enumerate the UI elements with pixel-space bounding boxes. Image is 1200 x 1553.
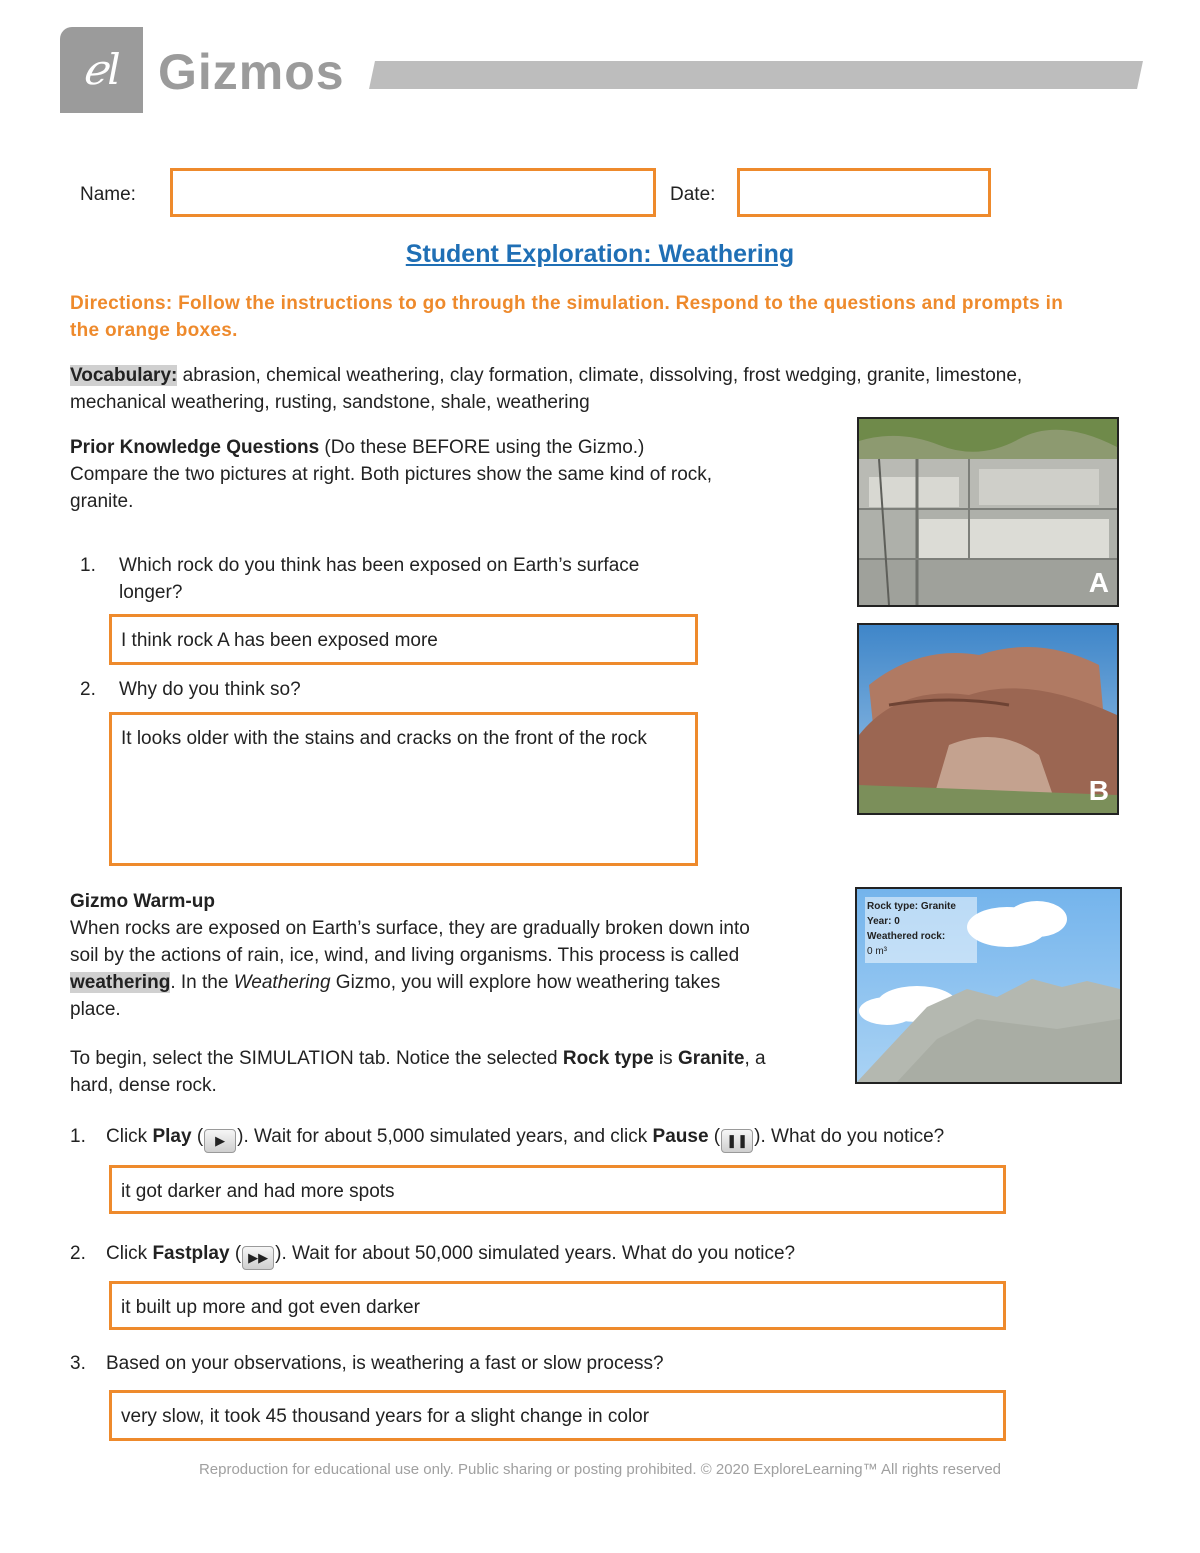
warmup-answer-2[interactable]: it built up more and got even darker: [109, 1281, 1006, 1330]
weathering-term: weathering: [70, 972, 171, 993]
warmup-text: When rocks are exposed on Earth’s surface, they are gradually broken down into soil by the actions of rain, ice, wind, and living organisms. This process is called: [70, 918, 750, 966]
vocabulary: [70, 362, 1080, 416]
pause-icon: ❚❚: [721, 1129, 753, 1153]
photo-b-label: B: [1088, 775, 1109, 806]
logo-glyph: ℯl: [82, 45, 121, 94]
warmup-text: Gizmo, you will explore how weathering takes place.: [70, 972, 721, 1020]
date-field[interactable]: [737, 168, 991, 217]
warmup-q1-text: [106, 1123, 1106, 1153]
pause-term: Pause: [652, 1126, 709, 1147]
name-label: Name:: [80, 184, 136, 205]
prior-q2-number: 2.: [80, 679, 96, 700]
prior-heading: Prior Knowledge Questions: [70, 437, 320, 458]
warmup-text: is: [653, 1048, 678, 1069]
sim-rock-type: Rock type: Granite: [867, 901, 956, 912]
warmup-text: Click: [106, 1243, 153, 1264]
photo-b-image: [859, 625, 1117, 813]
warmup-text: ). Wait for about 50,000 simulated years. What do you notice?: [275, 1243, 796, 1264]
name-field[interactable]: [170, 168, 656, 217]
directions: Directions: Follow the instructions to go through the simulation. Respond to the questions and prompts in the orange boxes.: [70, 293, 1064, 341]
footer-copyright: Reproduction for educational use only. Public sharing or posting prohibited. © 2020 ExploreLearning™ All rights reserved: [198, 1461, 1002, 1478]
sim-amount: 0 m³: [867, 946, 887, 957]
photo-granite-b: [857, 623, 1119, 815]
prior-answer-1[interactable]: I think rock A has been exposed more: [109, 614, 698, 665]
sim-weathered: Weathered rock:: [867, 931, 946, 942]
fastplay-term: Fastplay: [152, 1243, 230, 1264]
page-title: Student Exploration: Weathering: [405, 240, 795, 268]
photo-a-image: [859, 419, 1117, 605]
warmup-text: ). What do you notice?: [754, 1126, 945, 1147]
play-icon: ▶: [204, 1129, 236, 1153]
warmup-q3-text: Based on your observations, is weathering a fast or slow process?: [106, 1353, 664, 1374]
prior-intro: Compare the two pictures at right. Both pictures show the same kind of rock, granite.: [70, 464, 713, 512]
gizmo-name: Weathering: [233, 972, 331, 993]
simulation-readout-text: [867, 899, 956, 959]
warmup-q2-number: 2.: [70, 1243, 86, 1264]
prior-answer-2[interactable]: It looks older with the stains and cracks on the front of the rock: [109, 712, 698, 866]
sim-year: Year: 0: [867, 916, 900, 927]
warmup-text: (: [191, 1126, 204, 1147]
photo-granite-a: [857, 417, 1119, 607]
warmup-answer-1[interactable]: it got darker and had more spots: [109, 1165, 1006, 1214]
warmup-text: . In the: [170, 972, 234, 993]
granite-term: Granite: [677, 1048, 745, 1069]
prior-knowledge: [70, 434, 770, 515]
rock-type-term: Rock type: [562, 1048, 654, 1069]
fastplay-icon: ▶▶: [242, 1246, 274, 1270]
warmup-text: , a hard, dense rock.: [70, 1048, 766, 1096]
play-term: Play: [152, 1126, 192, 1147]
warmup-text: To begin, select the SIMULATION tab. Notice the selected: [70, 1048, 563, 1069]
warmup-q2-text: [106, 1240, 1106, 1270]
warmup-answer-3[interactable]: very slow, it took 45 thousand years for a slight change in color: [109, 1390, 1006, 1441]
warmup-text: (: [708, 1126, 721, 1147]
gizmos-logo: [60, 27, 143, 113]
date-label: Date:: [670, 184, 716, 205]
warmup-begin: [70, 1045, 775, 1099]
warmup-q1-number: 1.: [70, 1126, 86, 1147]
vocabulary-label: Vocabulary:: [70, 365, 178, 386]
warmup-text: (: [229, 1243, 242, 1264]
prior-q1-text: Which rock do you think has been exposed on Earth’s surface longer?: [119, 555, 640, 603]
warmup-heading: Gizmo Warm-up: [70, 891, 215, 912]
header-bar: [369, 61, 1143, 89]
warmup-section: [70, 888, 775, 1023]
warmup-text: ). Wait for about 5,000 simulated years, and click: [237, 1126, 653, 1147]
warmup-q3-number: 3.: [70, 1353, 86, 1374]
photo-a-label: A: [1088, 567, 1109, 598]
brand-name: Gizmos: [158, 44, 345, 100]
warmup-text: Click: [106, 1126, 153, 1147]
prior-heading-note: (Do these BEFORE using the Gizmo.): [319, 437, 645, 458]
vocabulary-terms: abrasion, chemical weathering, clay formation, climate, dissolving, frost wedging, granite, limestone, mechanical weathering, rusting, sandstone, shale, weathering: [70, 365, 1023, 413]
simulation-preview: [855, 887, 1122, 1084]
prior-q1-number: 1.: [80, 555, 96, 576]
prior-q2-text: Why do you think so?: [119, 679, 301, 700]
